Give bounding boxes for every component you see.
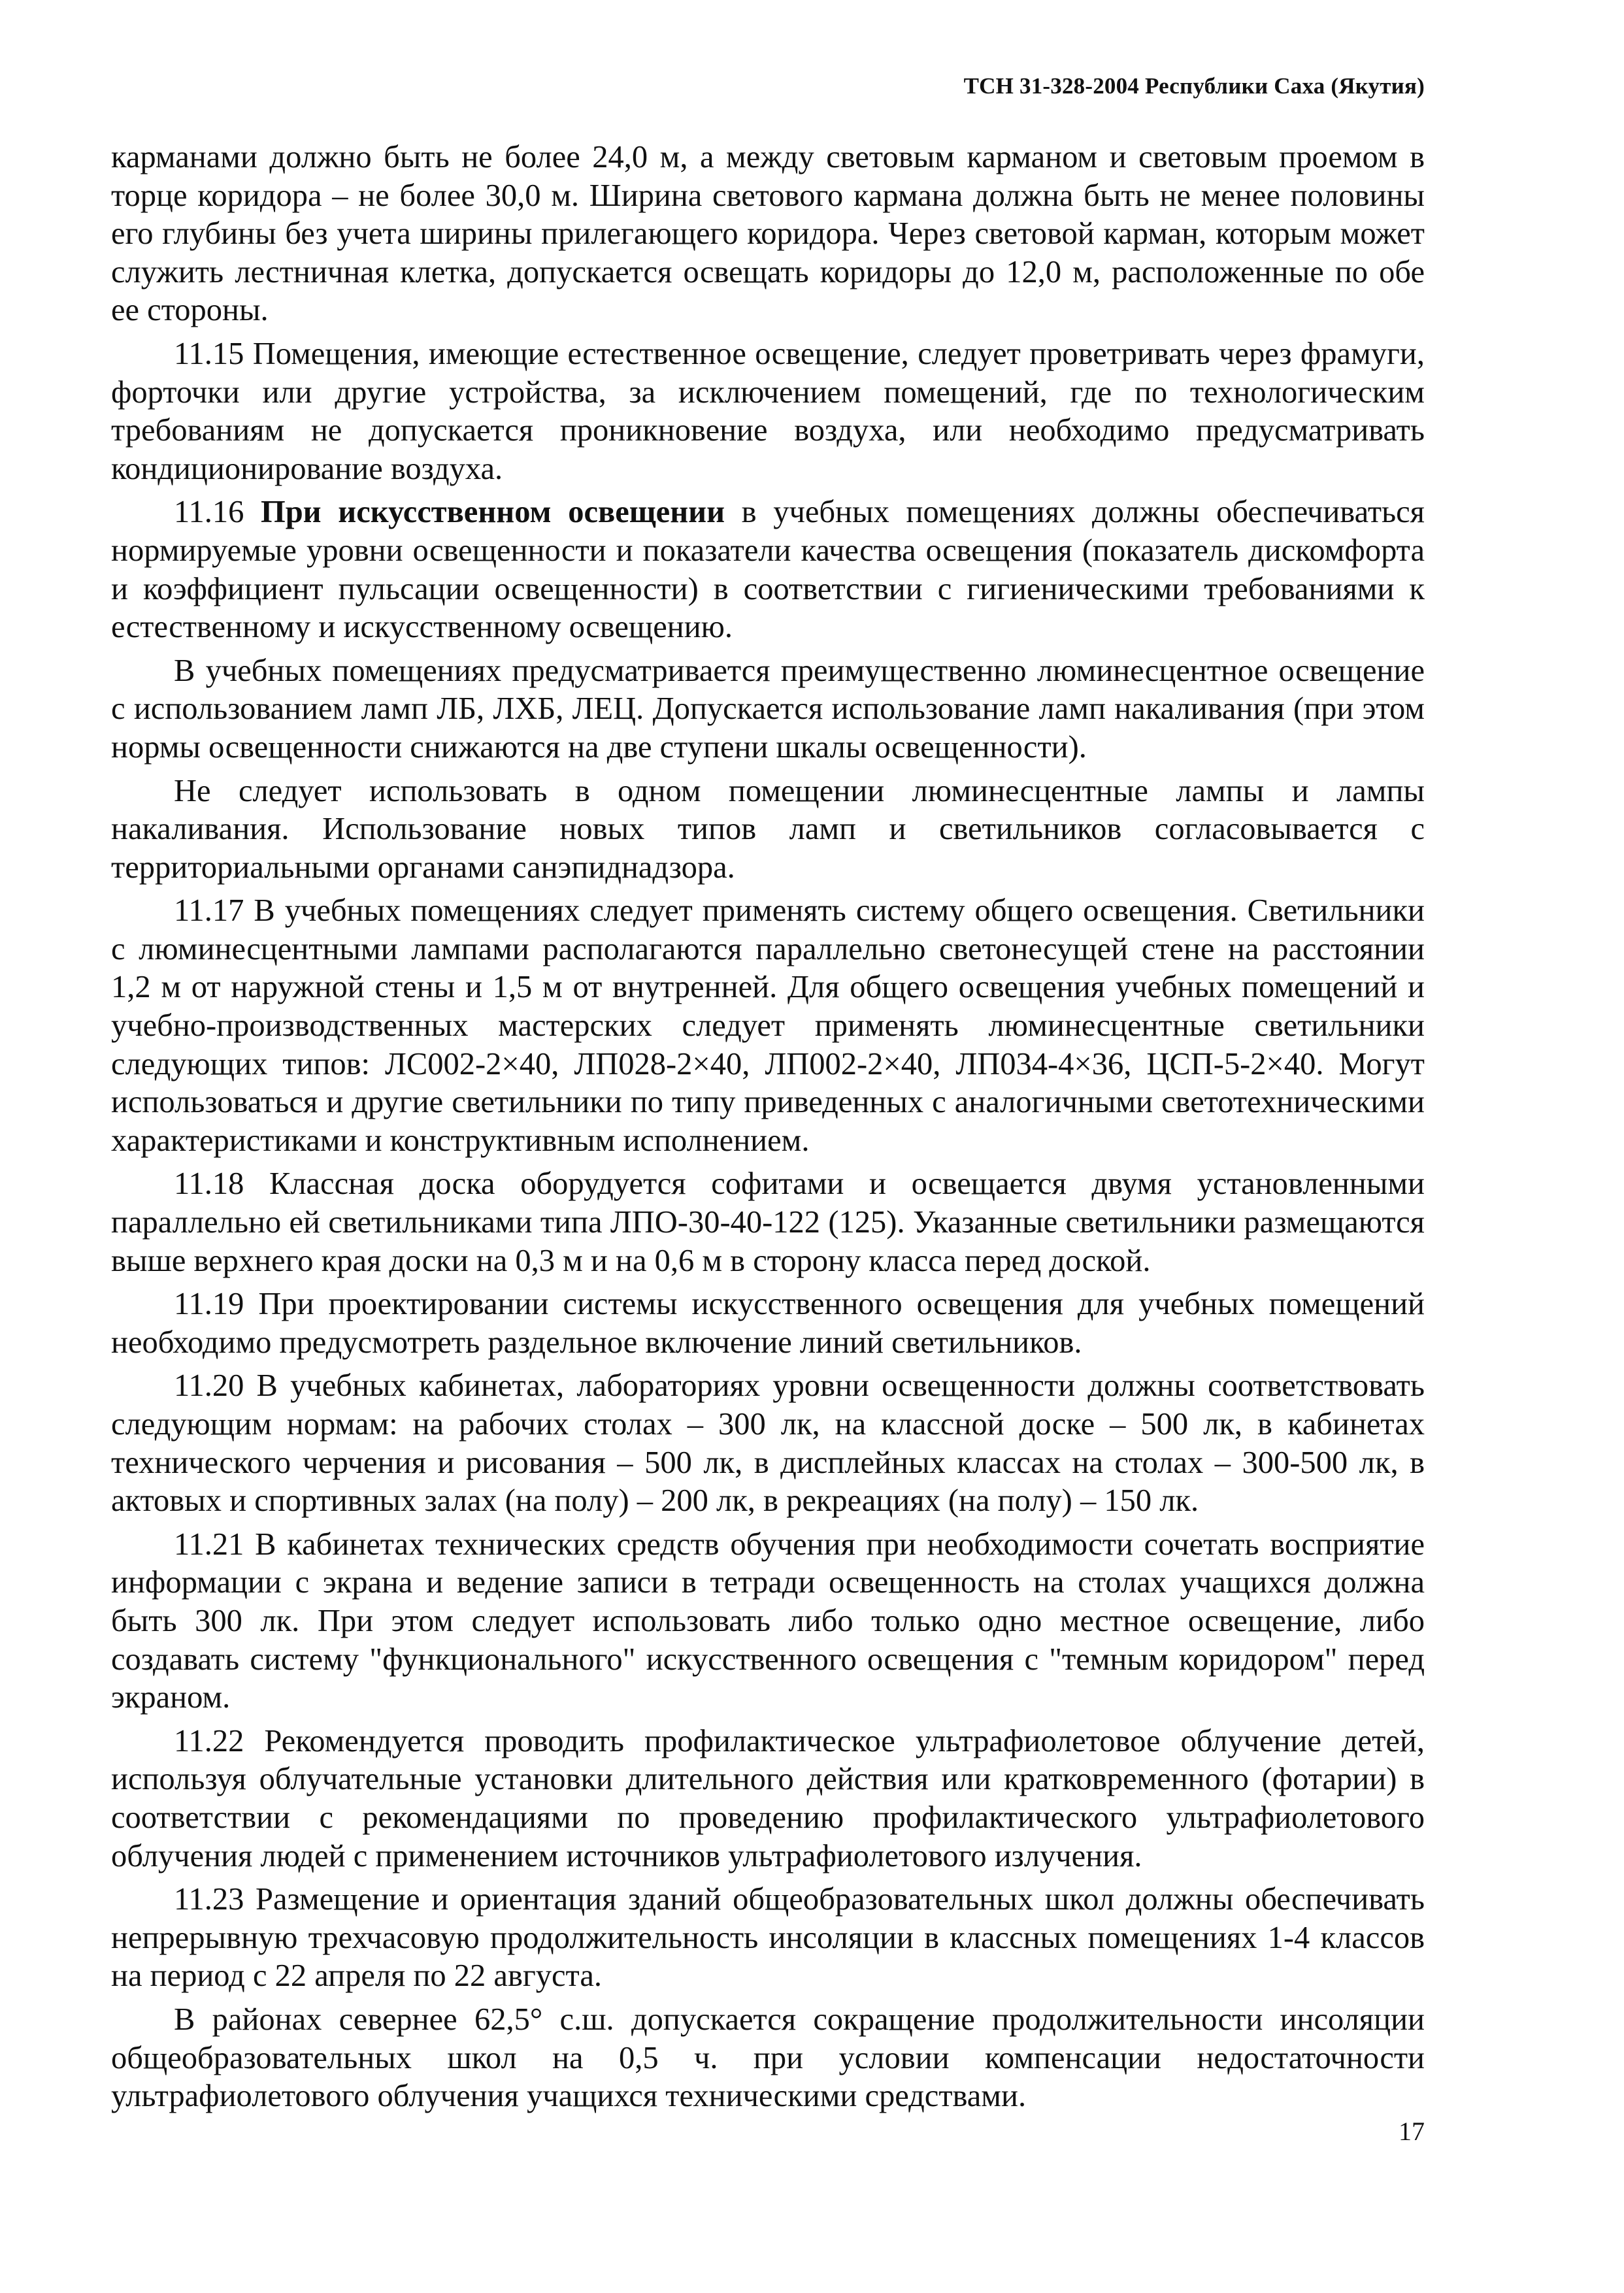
paragraph-11-16-bold-lead: При искусственном освещении	[260, 495, 725, 530]
paragraph-fluorescent-lighting: В учебных помещениях предусматривается преимущественно люминесцентное освещение с использованием ламп ЛБ, ЛХБ, ЛЕЦ. Допускается использование ламп накаливания (при этом нормы освещенности снижаются на две ступени шкалы освещенности).	[111, 653, 1425, 765]
page-number: 17	[1399, 2117, 1425, 2146]
paragraph-continuation: карманами должно быть не более 24,0 м, а между световым карманом и световым проемом в торце коридора – не более 30,0 м. Ширина светового кармана должна быть не менее половины его глубины без учета ширины прилегающего коридора. Через световой карман, которым может служить лестничная клетка, допускается освещать коридоры до 12,0 м, расположенные по обе ее стороны.	[111, 140, 1425, 328]
paragraph-11-19: 11.19 При проектировании системы искусственного освещения для учебных помещений необходимо предусмотреть раздельное включение линий светильников.	[111, 1287, 1425, 1360]
document-body	[111, 139, 1425, 2116]
paragraph-11-15: 11.15 Помещения, имеющие естественное освещение, следует проветривать через фрамуги, форточки или другие устройства, за исключением помещений, где по технологическим требованиям не допускается проникновение воздуха, или необходимо предусматривать кондиционирование воздуха.	[111, 336, 1425, 486]
paragraph-11-23: 11.23 Размещение и ориентация зданий общеобразовательных школ должны обеспечивать непрерывную трехчасовую продолжительность инсоляции в классных помещениях 1-4 классов на период с 22 апреля по 22 августа.	[111, 1882, 1425, 1994]
paragraph-11-16-number: 11.16	[174, 495, 261, 530]
paragraph-11-16	[111, 493, 1425, 646]
paragraph-11-20: 11.20 В учебных кабинетах, лабораториях уровни освещенности должны соответствовать следующим нормам: на рабочих столах – 300 лк, на классной доске – 500 лк, в кабинетах технического черчения и рисования – 500 лк, в дисплейных классах на столах – 300-500 лк, в актовых и спортивных залах (на полу) – 200 лк, в рекреациях (на полу) – 150 лк.	[111, 1368, 1425, 1519]
document-header: ТСН 31-328-2004 Республики Саха (Якутия)	[963, 73, 1425, 99]
document-page	[111, 0, 1425, 2293]
paragraph-11-22: 11.22 Рекомендуется проводить профилактическое ультрафиолетовое облучение детей, используя облучательные установки длительного действия или кратковременного (фотарии) в соответствии с рекомендациями по проведению профилактического ультрафиолетового облучения людей с применением источников ультрафиолетового излучения.	[111, 1723, 1425, 1873]
paragraph-mixed-lamps: Не следует использовать в одном помещении люминесцентные лампы и лампы накаливания. Использование новых типов ламп и светильников согласовывается с территориальными органами санэпиднадзора.	[111, 773, 1425, 885]
paragraph-northern-regions: В районах севернее 62,5° с.ш. допускается сокращение продолжительности инсоляции общеобразовательных школ на 0,5 ч. при условии компенсации недостаточности ультрафиолетового облучения учащихся техническими средствами.	[111, 2002, 1425, 2114]
paragraph-11-17: 11.17 В учебных помещениях следует применять систему общего освещения. Светильники с люминесцентными лампами располагаются параллельно светонесущей стене на расстоянии 1,2 м от наружной стены и 1,5 м от внутренней. Для общего освещения учебных помещений и учебно-производственных мастерских следует применять люминесцентные светильники следующих типов: ЛС002-2×40, ЛП028-2×40, ЛП002-2×40, ЛП034-4×36, ЦСП-5-2×40. Могут использоваться и другие светильники по типу приведенных с аналогичными светотехническими характеристиками и конструктивным исполнением.	[111, 893, 1425, 1158]
paragraph-11-21: 11.21 В кабинетах технических средств обучения при необходимости сочетать восприятие информации с экрана и ведение записи в тетради освещенность на столах учащихся должна быть 300 лк. При этом следует использовать либо только одно местное освещение, либо создавать систему "функционального" искусственного освещения с "темным коридором" перед экраном.	[111, 1526, 1425, 1715]
paragraph-11-18: 11.18 Классная доска оборудуется софитами и освещается двумя установленными параллельно ей светильниками типа ЛПО-30-40-122 (125). Указанные светильники размещаются выше верхнего края доски на 0,3 м и на 0,6 м в сторону класса перед доской.	[111, 1166, 1425, 1278]
paragraph-11-16-text: в учебных помещениях должны обеспечиваться нормируемые уровни освещенности и показатели качества освещения (показатель дискомфорта и коэффициент пульсации освещенности) в соответствии с гигиеническими требованиями к естественному и искусственному освещению.	[111, 495, 1425, 645]
